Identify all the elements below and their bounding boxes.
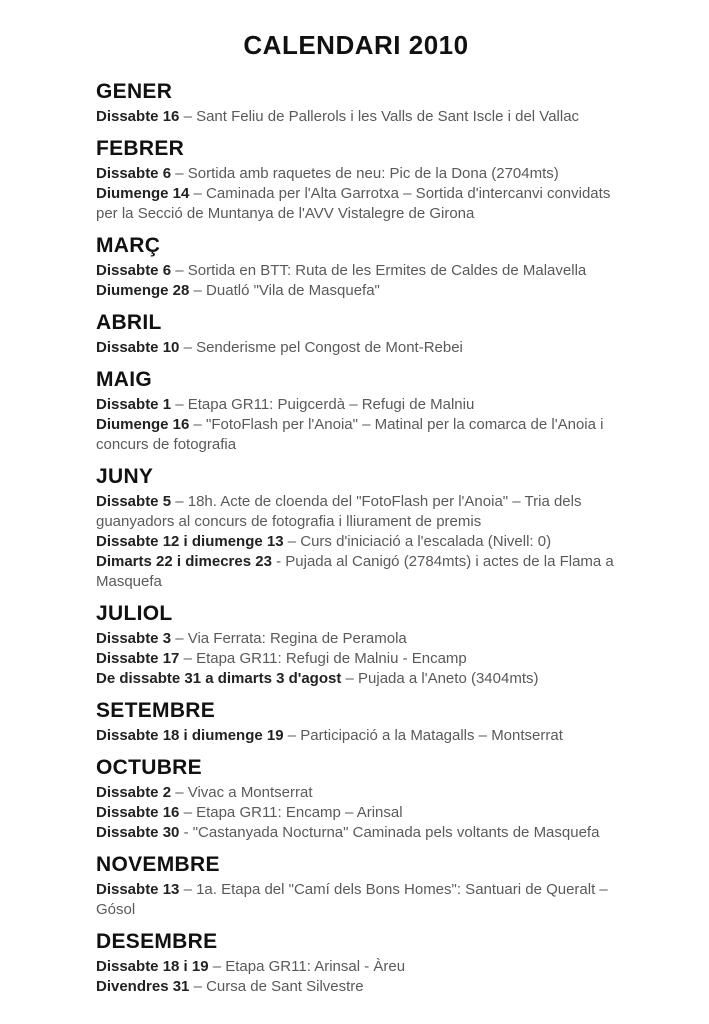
month-heading: JUNY: [96, 465, 154, 488]
event-date: Dissabte 1: [96, 396, 172, 413]
event-date: Dissabte 6: [96, 165, 172, 182]
event-line: [96, 164, 616, 184]
month-section: [96, 465, 616, 592]
event-line: [96, 552, 616, 592]
event-date: Dissabte 18 i 19: [96, 958, 209, 975]
event-line: [96, 492, 616, 532]
event-description: – Sortida en BTT: Ruta de les Ermites de Caldes de Malavella: [175, 262, 587, 279]
month-section: [96, 930, 616, 997]
month-heading: SETEMBRE: [96, 699, 216, 722]
event-description: – Duatló "Vila de Masquefa": [193, 282, 380, 299]
event-line: [96, 880, 616, 920]
event-description: - "Castanyada Nocturna" Caminada pels voltants de Masquefa: [183, 824, 600, 841]
month-section: [96, 602, 616, 689]
event-line: [96, 532, 616, 552]
month-heading: JULIOL: [96, 602, 173, 625]
month-section: [96, 368, 616, 455]
month-section: [96, 699, 616, 746]
event-description: – Via Ferrata: Regina de Peramola: [175, 630, 407, 647]
event-line: [96, 649, 616, 669]
event-line: [96, 184, 616, 224]
event-date: Dissabte 30: [96, 824, 180, 841]
event-date: Diumenge 28: [96, 282, 190, 299]
month-heading: GENER: [96, 80, 173, 103]
event-line: [96, 783, 616, 803]
content-column: [96, 30, 616, 997]
event-date: Dissabte 17: [96, 650, 180, 667]
event-date: Dissabte 3: [96, 630, 172, 647]
event-description: – 1a. Etapa del "Camí dels Bons Homes": Santuari de Queralt – Gósol: [96, 881, 608, 918]
event-description: – Pujada a l'Aneto (3404mts): [345, 670, 539, 687]
event-line: [96, 957, 616, 977]
event-line: [96, 107, 616, 127]
event-line: [96, 261, 616, 281]
event-description: – Etapa GR11: Refugi de Malniu - Encamp: [183, 650, 467, 667]
event-date: Dissabte 6: [96, 262, 172, 279]
event-line: [96, 803, 616, 823]
event-date: Dissabte 16: [96, 804, 180, 821]
event-date: Dissabte 13: [96, 881, 180, 898]
event-description: – Participació a la Matagalls – Montserrat: [287, 727, 563, 744]
event-line: [96, 823, 616, 843]
month-heading: ABRIL: [96, 311, 162, 334]
event-date: De dissabte 31 a dimarts 3 d'agost: [96, 670, 342, 687]
event-description: – Cursa de Sant Silvestre: [193, 978, 364, 995]
event-line: [96, 669, 616, 689]
month-heading: MAIG: [96, 368, 153, 391]
month-section: [96, 756, 616, 843]
event-description: – Sortida amb raquetes de neu: Pic de la Dona (2704mts): [175, 165, 559, 182]
event-description: – Vivac a Montserrat: [175, 784, 313, 801]
event-description: – Sant Feliu de Pallerols i les Valls de Sant Iscle i del Vallac: [183, 108, 580, 125]
event-description: – Curs d'iniciació a l'escalada (Nivell: 0): [287, 533, 552, 550]
event-description: – Etapa GR11: Encamp – Arinsal: [183, 804, 403, 821]
event-date: Diumenge 16: [96, 416, 190, 433]
month-section: [96, 137, 616, 224]
event-description: – "FotoFlash per l'Anoia" – Matinal per la comarca de l'Anoia i concurs de fotografia: [96, 416, 604, 453]
event-date: Diumenge 14: [96, 185, 190, 202]
event-date: Dissabte 5: [96, 493, 172, 510]
event-line: [96, 977, 616, 997]
event-description: – Caminada per l'Alta Garrotxa – Sortida d'intercanvi convidats per la Secció de Muntanya de l'AVV Vistalegre de Girona: [96, 185, 611, 222]
month-heading: NOVEMBRE: [96, 853, 220, 876]
month-heading: DESEMBRE: [96, 930, 218, 953]
event-line: [96, 338, 616, 358]
event-date: Divendres 31: [96, 978, 190, 995]
month-heading: FEBRER: [96, 137, 185, 160]
event-description: - Pujada al Canigó (2784mts) i actes de la Flama a Masquefa: [96, 553, 614, 590]
event-date: Dimarts 22 i dimecres 23: [96, 553, 272, 570]
month-section: [96, 80, 616, 127]
event-date: Dissabte 16: [96, 108, 180, 125]
event-date: Dissabte 12 i diumenge 13: [96, 533, 284, 550]
months-list: [96, 80, 616, 997]
month-heading: OCTUBRE: [96, 756, 202, 779]
event-date: Dissabte 10: [96, 339, 180, 356]
event-date: Dissabte 18 i diumenge 19: [96, 727, 284, 744]
event-line: [96, 629, 616, 649]
month-heading: MARÇ: [96, 234, 161, 257]
event-description: – Etapa GR11: Arinsal - Àreu: [212, 958, 406, 975]
month-section: [96, 311, 616, 358]
month-section: [96, 234, 616, 301]
event-line: [96, 415, 616, 455]
page-title: CALENDARI 2010: [243, 30, 469, 60]
event-description: – Etapa GR11: Puigcerdà – Refugi de Malniu: [175, 396, 475, 413]
event-description: – 18h. Acte de cloenda del "FotoFlash per l'Anoia" – Tria dels guanyadors al concurs de fotografia i lliurament de premis: [96, 493, 582, 530]
event-line: [96, 281, 616, 301]
event-date: Dissabte 2: [96, 784, 172, 801]
event-description: – Senderisme pel Congost de Mont-Rebei: [183, 339, 463, 356]
event-line: [96, 395, 616, 415]
month-section: [96, 853, 616, 920]
event-line: [96, 726, 616, 746]
